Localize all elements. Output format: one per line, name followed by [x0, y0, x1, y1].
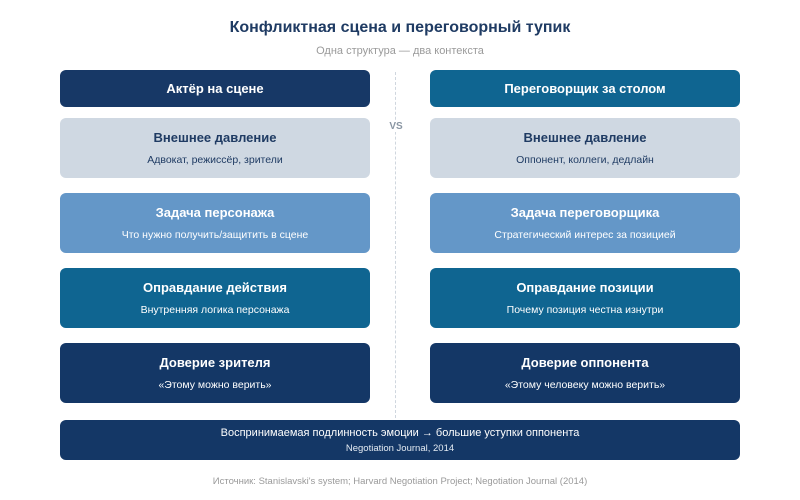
left-row-title: Внешнее давление	[153, 130, 277, 145]
left-row-title: Задача персонажа	[155, 205, 275, 220]
left-row-subtitle: Адвокат, режиссёр, зрители	[147, 154, 283, 166]
left-row-subtitle: Что нужно получить/защитить в сцене	[121, 229, 309, 241]
right-row-position-justification	[430, 268, 740, 328]
left-row-subtitle: «Этому можно верить»	[158, 379, 272, 391]
left-row-title: Оправдание действия	[143, 280, 287, 295]
right-row-title: Внешнее давление	[523, 130, 647, 145]
diagram-subtitle: Одна структура — два контекста	[316, 45, 484, 57]
conclusion-reference: Negotiation Journal, 2014	[345, 442, 455, 454]
right-row-title: Доверие оппонента	[521, 355, 649, 370]
right-header-label: Переговорщик за столом	[504, 81, 666, 96]
right-header	[430, 70, 740, 107]
left-row-character-task	[60, 193, 370, 253]
right-row-subtitle: Оппонент, коллеги, дедлайн	[516, 154, 654, 166]
right-row-negotiator-task	[430, 193, 740, 253]
vs-label: VS	[385, 121, 407, 132]
left-row-action-justification	[60, 268, 370, 328]
left-header-label: Актёр на сцене	[166, 81, 264, 96]
right-row-subtitle: «Этому человеку можно верить»	[504, 379, 666, 391]
left-header	[60, 70, 370, 107]
left-row-subtitle: Внутренняя логика персонажа	[140, 304, 290, 316]
right-row-subtitle: Почему позиция честна изнутри	[506, 304, 664, 316]
left-row-external-pressure	[60, 118, 370, 178]
right-row-title: Задача переговорщика	[510, 205, 660, 220]
left-row-title: Доверие зрителя	[159, 355, 271, 370]
right-row-opponent-trust	[430, 343, 740, 403]
right-row-subtitle: Стратегический интерес за позицией	[494, 229, 676, 241]
right-row-title: Оправдание позиции	[516, 280, 654, 295]
left-row-audience-trust	[60, 343, 370, 403]
conclusion-box	[60, 420, 740, 460]
source-note: Источник: Stanislavski's system; Harvard Negotiation Project; Negotiation Journal (2014)	[212, 476, 588, 487]
diagram-title: Конфликтная сцена и переговорный тупик	[229, 19, 571, 36]
right-row-external-pressure	[430, 118, 740, 178]
conclusion-text: Воспринимаемая подлинность эмоции → большие уступки оппонента	[220, 426, 580, 439]
